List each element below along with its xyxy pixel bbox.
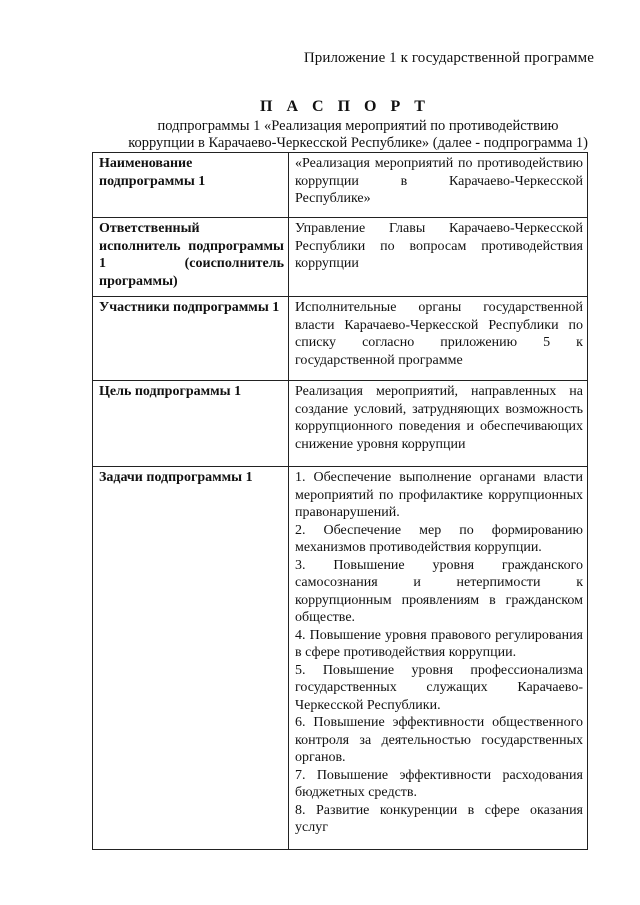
task-item: 7. Повышение эффективности расходования бюджетных средств. — [295, 767, 583, 800]
task-item: 8. Развитие конкуренции в сфере оказания услуг — [295, 802, 583, 835]
label-goal: Цель подпрограммы 1 — [93, 381, 289, 467]
document-subtitle — [108, 118, 588, 152]
table-row-name — [93, 153, 588, 218]
table-row-executor — [93, 218, 588, 297]
value-tasks — [289, 467, 588, 850]
value-name: «Реализация мероприятий по противодействию коррупции в Карачаево-Черкесской Республике» — [289, 153, 588, 218]
value-goal: Реализация мероприятий, направленных на создание условий, затрудняющих возможность коррупционного поведения и обеспечивающих снижение уровня коррупции — [289, 381, 588, 467]
task-item: 3. Повышение уровня гражданского самосознания и нетерпимости к коррупционным проявлениям в гражданском обществе. — [295, 557, 583, 625]
value-executor: Управление Главы Карачаево-Черкесской Республики по вопросам противодействия коррупции — [289, 218, 588, 297]
label-tasks: Задачи подпрограммы 1 — [93, 467, 289, 850]
task-item: 5. Повышение уровня профессионализма государственных служащих Карачаево-Черкесской Республики. — [295, 662, 583, 713]
subtitle-line-2: коррупции в Карачаево-Черкесской Республике» (далее - подпрограмма 1) — [128, 135, 588, 151]
label-name: Наименование подпрограммы 1 — [93, 153, 289, 218]
passport-table — [92, 152, 588, 850]
label-participants: Участники подпрограммы 1 — [93, 297, 289, 381]
task-item: 4. Повышение уровня правового регулирования в сфере противодействия коррупции. — [295, 627, 583, 660]
label-executor: Ответственный исполнитель подпрограммы 1 (соисполнитель программы) — [93, 218, 289, 297]
appendix-note: Приложение 1 к государственной программе — [303, 50, 594, 66]
value-participants: Исполнительные органы государственной власти Карачаево-Черкесской Республики по списку согласно приложению 5 к государственной программе — [289, 297, 588, 381]
task-item: 2. Обеспечение мер по формированию механизмов противодействия коррупции. — [295, 522, 583, 555]
subtitle-line-1: подпрограммы 1 «Реализация мероприятий по противодействию — [157, 118, 559, 134]
task-item: 6. Повышение эффективности общественного контроля за деятельностью государственных органов. — [295, 715, 583, 765]
table-row-tasks — [93, 467, 588, 850]
table-row-goal — [93, 381, 588, 467]
table-row-participants — [93, 297, 588, 381]
document-title: П А С П О Р Т — [260, 98, 430, 115]
task-item: 1. Обеспечение выполнение органами власти мероприятий по профилактике коррупционных правонарушений. — [295, 470, 583, 520]
